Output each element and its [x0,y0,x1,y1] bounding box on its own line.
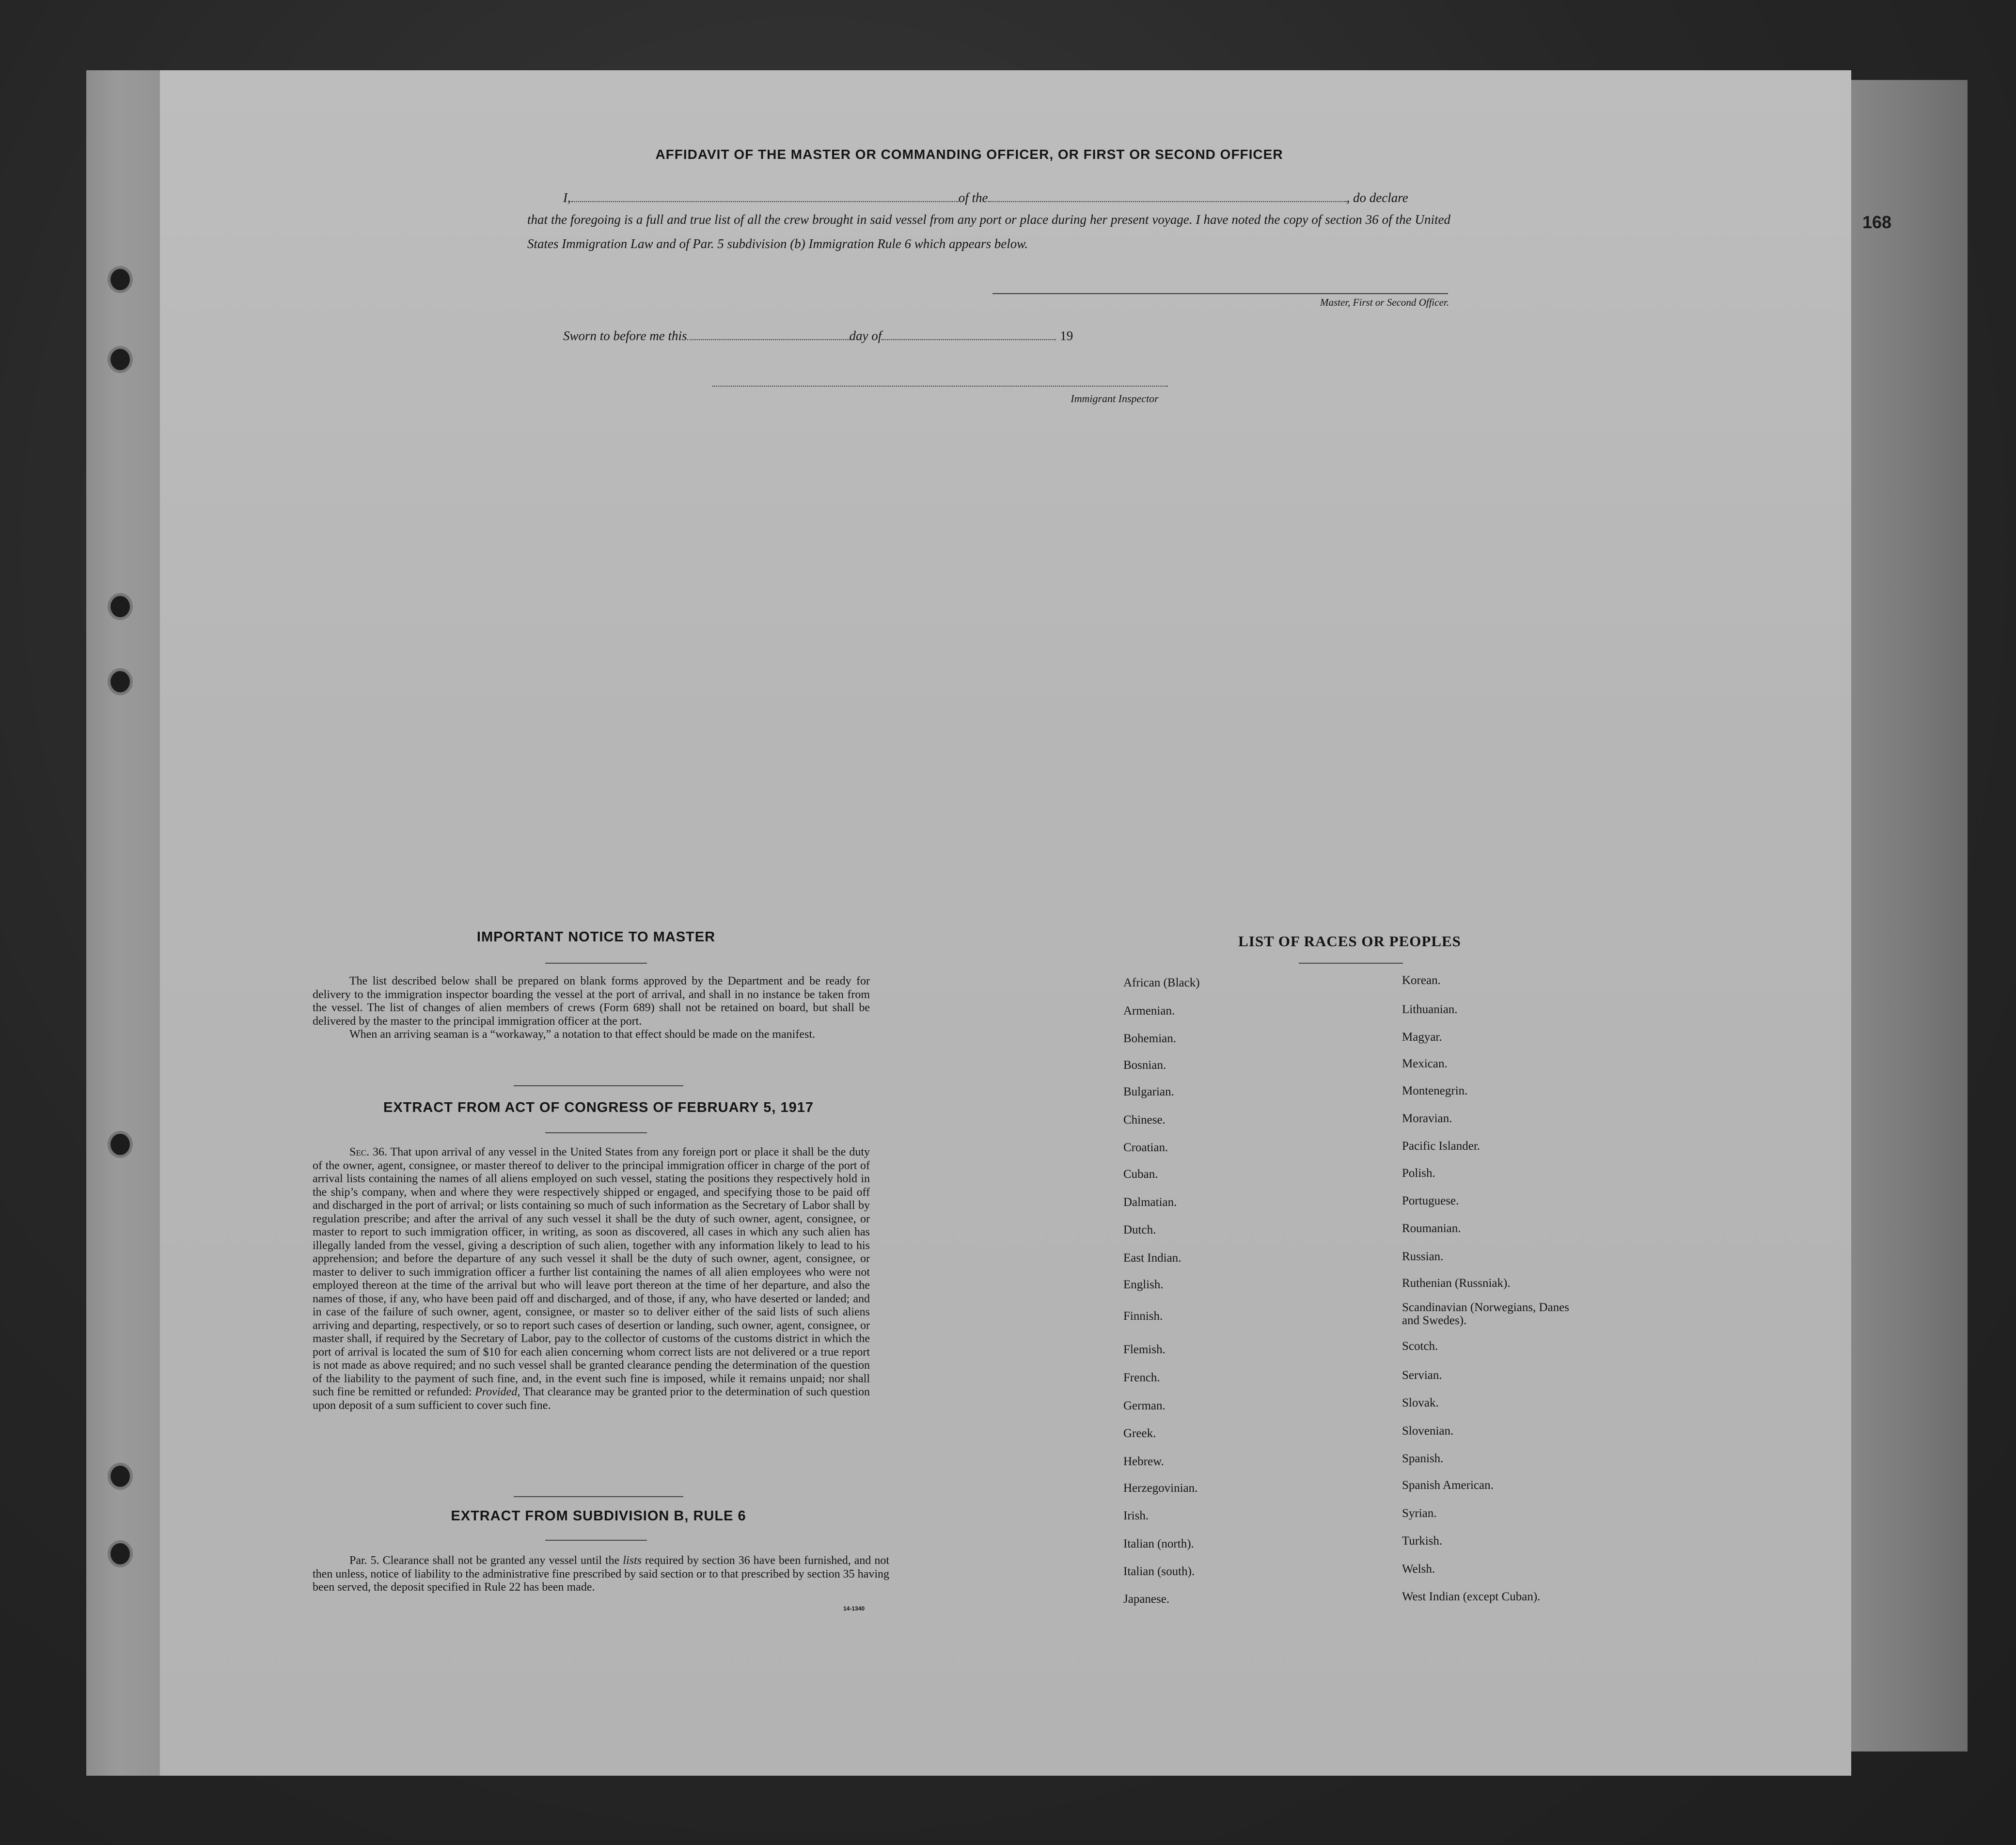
sworn-label: Sworn to before me this [563,328,687,343]
race-item: Portuguese. [1402,1194,1459,1207]
race-item: Mexican. [1402,1057,1448,1070]
sworn-year-prefix: 19 [1060,328,1073,343]
race-item: Spanish American. [1402,1479,1494,1492]
master-signature-line[interactable] [992,293,1448,294]
race-item: French. [1123,1371,1160,1384]
notice-paragraph-2: When an arriving seaman is a “workaway,” a notation to that effect should be made on the manifest. [349,1028,815,1041]
race-item: East Indian. [1123,1251,1181,1265]
page-number: 168 [1862,212,1892,232]
race-item: Magyar. [1402,1031,1442,1044]
affidavit-title: AFFIDAVIT OF THE MASTER OR COMMANDING OFFICER, OR FIRST OR SECOND OFFICER [655,147,1283,162]
race-item: Chinese. [1123,1113,1166,1126]
race-item: English. [1123,1278,1164,1291]
race-item: West Indian (except Cuban). [1402,1590,1541,1603]
sworn-day-field[interactable] [687,339,850,340]
section-36-text [313,1146,870,1412]
race-item: Scotch. [1402,1340,1438,1353]
notice-title: IMPORTANT NOTICE TO MASTER [476,929,716,945]
race-item: Scandinavian (Norwegians, Danes and Swedes). [1402,1301,1570,1327]
vessel-name-field[interactable] [988,201,1347,202]
races-title: LIST OF RACES OR PEOPLES [1238,933,1461,950]
affidavit-body: that the foregoing is a full and true list of all the crew brought in said vessel from any port or place during her present voyage. I have noted the copy of section 36 of the United States Immigration Law and of Par. 5 subdivision (b) Immigration Rule 6 which appears below. [527,212,1450,251]
section-36-body: 36. That upon arrival of any vessel in the United States from any foreign port or place it shall be the duty of the owner, agent, consignee, or master thereof to deliver to the principal immigration officer in charge of the port of arrival lists containing the names of all aliens employed on such vessel, stating the positions they respectively hold in the ship’s company, when and where they were respectively shipped or engaged, and specifying those to be paid off and discharged in the port of arrival; or lists containing so much of such information as the Secretary of Labor shall by regulation prescribe; and after the arrival of any such vessel it shall be the duty of such owner, agent, consignee, or master to report to such immigration officer, in writing, as soon as discovered, all cases in which any such alien has illegally landed from the vessel, giving a description of such alien, together with any information likely to lead to his apprehension; and before the departure of any such vessel it shall be the duty of such owner, agent, consignee, or master to deliver to such immigration officer a further list containing the names of all alien employees who were not employed thereon at the time of the arrival but who will leave port thereon at the time of her departure, and also the names of those, if any, who have been paid off and discharged, and of those, if any, who have deserted or landed; and in case of the failure of such owner, agent, consignee, or master so to deliver either of the said lists of such aliens arriving and departing, respectively, or so to report such cases of desertion or landing, such owner, agent, consignee, or master shall, if required by the Secretary of Labor, pay to the collector of customs of the customs district in which the port of arrival is located the sum of $10 for each alien concerning whom correct lists are not delivered or a true report is not made as above required; and no such vessel shall be granted clearance pending the determination of the question of the liability to the payment of such fine, and, in the event such fine is imposed, while it remains unpaid; nor shall such fine be remitted or refunded: [313,1146,870,1398]
race-item: Lithuanian. [1402,1003,1458,1016]
inspector-signature-line[interactable] [712,386,1168,387]
race-item: Slovak. [1402,1396,1439,1409]
affidavit-line1 [563,190,1455,205]
extract-act-title-rule [545,1132,647,1133]
race-item: Welsh. [1402,1563,1435,1576]
race-item: Italian (south). [1123,1565,1195,1578]
race-item: Servian. [1402,1369,1442,1382]
extract-rule-title-rule [545,1540,647,1541]
race-item: Russian. [1402,1250,1444,1263]
race-item: Cuban. [1123,1168,1158,1181]
punch-hole [110,269,130,290]
race-item: Japanese. [1123,1593,1170,1606]
race-item: German. [1123,1399,1166,1412]
notice-end-rule [514,1085,683,1086]
form-number: 14-1340 [843,1605,865,1612]
race-item: Flemish. [1123,1343,1166,1356]
punch-hole [110,349,130,370]
back-sheet-edge [1832,80,1968,1751]
paragraph-5-text [313,1554,889,1595]
race-item: African (Black) [1123,976,1200,989]
race-item: Turkish. [1402,1534,1443,1548]
paragraph-5-start: Par. 5. Clearance shall not be granted any vessel until the [349,1554,620,1567]
race-item: Dutch. [1123,1223,1156,1236]
extract-act-end-rule [514,1496,683,1497]
punch-hole [110,1543,130,1564]
punch-hole [110,1134,130,1155]
race-item: Roumanian. [1402,1222,1461,1235]
race-item: Moravian. [1402,1112,1452,1125]
affidavit-i-label: I, [563,190,571,205]
race-item: Italian (north). [1123,1537,1194,1550]
punch-hole [110,596,130,617]
section-label: Sec. [349,1146,370,1158]
race-item: Polish. [1402,1167,1435,1180]
race-item: Korean. [1402,974,1441,987]
notice-title-rule [545,963,647,964]
sworn-line [563,328,1145,344]
race-item: Pacific Islander. [1402,1140,1480,1153]
race-item: Montenegrin. [1402,1084,1468,1097]
sworn-month-field[interactable] [882,339,1056,340]
affidavit-declare-label: , do declare [1346,190,1408,205]
race-item: Syrian. [1402,1507,1437,1520]
race-item: Bohemian. [1123,1032,1177,1045]
race-item: Bulgarian. [1123,1085,1174,1098]
race-item: Bosnian. [1123,1059,1166,1072]
affidavit-of-the-label: of the [958,190,988,205]
race-item: Croatian. [1123,1141,1168,1154]
notice-text [313,975,870,1042]
master-signature-label: Master, First or Second Officer. [1320,297,1449,308]
race-item: Slovenian. [1402,1424,1454,1438]
master-name-field[interactable] [571,201,959,202]
race-item: Greek. [1123,1427,1156,1440]
race-item: Irish. [1123,1509,1149,1522]
left-binding-strip [86,70,166,1776]
notice-paragraph-1: The list described below shall be prepared on blank forms approved by the Department and be ready for delivery to the immigration inspector boarding the vessel at the port of arrival, and shall in no instance be taken from the vessel. The list of changes of alien members of crews (Form 689) shall not be retained on board, but shall be delivered by the master to the principal immigration officer at the port. [313,975,870,1028]
race-item: Hebrew. [1123,1455,1164,1468]
paragraph-5-end: required by section 36 have been furnished, and not then unless, notice of liability to the administrative fine prescribed by said section or to that prescribed by section 35 having been served, the deposit specified in Rule 22 has been made. [313,1554,890,1594]
punch-hole [110,671,130,692]
race-item: Spanish. [1402,1452,1444,1465]
extract-rule-title: EXTRACT FROM SUBDIVISION B, RULE 6 [451,1508,746,1524]
race-item: Herzegovinian. [1123,1482,1198,1495]
race-item: Ruthenian (Russniak). [1402,1277,1511,1290]
race-item: Dalmatian. [1123,1196,1177,1209]
punch-hole [110,1466,130,1487]
inspector-label: Immigrant Inspector [1071,392,1159,405]
extract-act-title: EXTRACT FROM ACT OF CONGRESS OF FEBRUARY 5, 1917 [383,1100,814,1115]
race-item: Armenian. [1123,1004,1175,1017]
race-item: Finnish. [1123,1310,1163,1323]
sworn-day-of-label: day of [849,328,882,343]
provided-word: Provided, [475,1386,520,1398]
lists-word: lists [623,1554,642,1567]
section-36-body-end: That clearance may be granted prior to the determination of such question upon deposit of a sum sufficient to cover such fine. [313,1386,870,1412]
races-title-rule [1299,963,1403,964]
